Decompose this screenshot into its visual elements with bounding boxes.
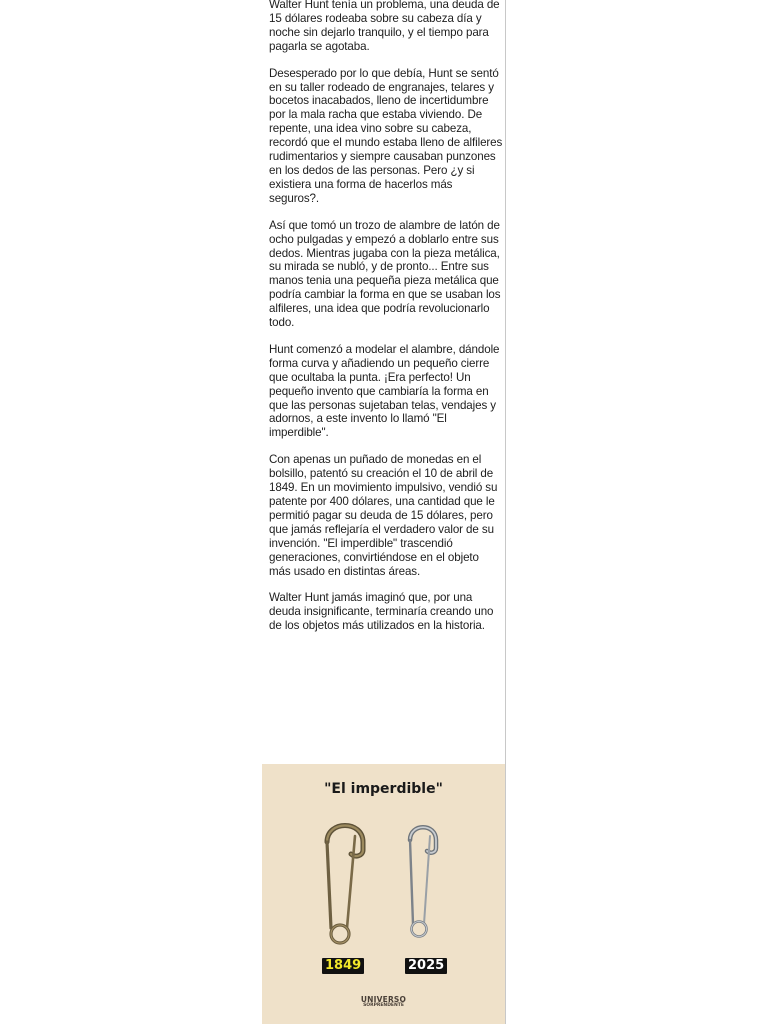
old-safety-pin-icon bbox=[317, 816, 373, 952]
article-paragraph-1: Walter Hunt tenía un problema, una deuda de 15 dólares rodeaba sobre su cabeza día y noche sin dejarlo tranquilo, y el tiempo para pagarla se agotaba. bbox=[269, 0, 500, 53]
brand-logo-main: UNIVERSO bbox=[360, 995, 407, 1004]
year-label-1849: 1849 bbox=[322, 958, 364, 974]
article-body bbox=[269, 0, 503, 646]
article-paragraph-4: Hunt comenzó a modelar el alambre, dándole forma curva y añadiendo un pequeño cierre que ocultaba la punta. ¡Era perfecto! Un pequeño invento que cambiaría la forma en que las personas sujetaban telas, vendajes y adornos, a este invento lo llamó "El imperdible". bbox=[269, 342, 500, 440]
brand-logo-sub: SORPRENDENTE bbox=[363, 1003, 404, 1008]
year-label-2025: 2025 bbox=[405, 958, 447, 974]
safety-pin-image bbox=[262, 764, 505, 1024]
new-safety-pin-icon bbox=[402, 820, 442, 944]
article-paragraph-6: Walter Hunt jamás imaginó que, por una deuda insignificante, terminaría creando uno de los objetos más utilizados en la historia. bbox=[269, 591, 494, 633]
image-title: "El imperdible" bbox=[324, 781, 443, 797]
article-paragraph-3: Así que tomó un trozo de alambre de latón de ocho pulgadas y empezó a doblarlo entre sus dedos. Mientras jugaba con la pieza metálica, su mirada se nubló, y de pronto... Entre sus manos tenia una pequeña pieza metálica que podría cambiar la forma en que se usaban los alfileres, una idea que podría revolucionarlo todo. bbox=[269, 218, 501, 330]
brand-logo bbox=[262, 995, 505, 1008]
article-paragraph-2: Desesperado por lo que debía, Hunt se sentó en su taller rodeado de engranajes, telares y bocetos inacabados, lleno de incertidumbre por la mala racha que estaba viviendo. De repente, una idea vino sobre su cabeza, recordó que el mundo estaba lleno de alfileres rudimentarios y siempre causaban punzones en los dedos de las personas. Pero ¿y si existiera una forma de hacerlos más seguros?. bbox=[269, 66, 503, 205]
column-divider bbox=[505, 0, 506, 1024]
article-paragraph-5: Con apenas un puñado de monedas en el bolsillo, patentó su creación el 10 de abril de 1849. En un movimiento impulsivo, vendió su patente por 400 dólares, una cantidad que le permitió pagar su deuda de 15 dólares, pero que jamás reflejaría el verdadero valor de su invención. "El imperdible" trascendió generaciones, convirtiéndose en el objeto más usado en distintas áreas. bbox=[269, 453, 498, 578]
